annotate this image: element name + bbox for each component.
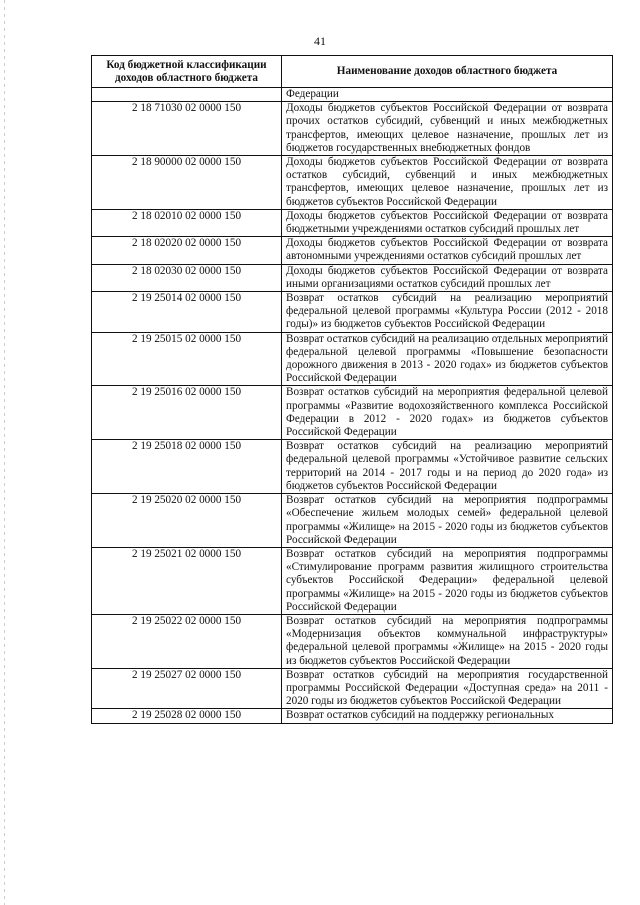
table-row xyxy=(92,668,613,709)
table-cell-code: 2 19 25015 02 0000 150 xyxy=(92,332,282,386)
continuation-row xyxy=(92,88,613,102)
page-number: 41 xyxy=(314,34,326,48)
table-cell-name: Возврат остатков субсидий на реализацию отдельных мероприятий федеральной целевой программы «Повышение безопасности дорожного движения в 2013 - 2020 годах» из бюджетов субъектов Российской Федерации xyxy=(282,332,613,386)
table-cell-code: 2 19 25022 02 0000 150 xyxy=(92,614,282,668)
table-row xyxy=(92,292,613,333)
table-row xyxy=(92,209,613,236)
table-cell-name: Доходы бюджетов субъектов Российской Федерации от возврата автономными учреждениями остатков субсидий прошлых лет xyxy=(282,237,613,264)
table-cell-code: 2 18 02030 02 0000 150 xyxy=(92,264,282,291)
table-cell-code: 2 19 25018 02 0000 150 xyxy=(92,440,282,494)
table-cell-name: Возврат остатков субсидий на мероприятия подпрограммы «Обеспечение жильем молодых семей» федеральной целевой программы «Жилище» на 2015 - 2020 годы из бюджетов субъектов Российской Федерации xyxy=(282,494,613,548)
table-cell-code: 2 19 25014 02 0000 150 xyxy=(92,292,282,333)
scan-edge-artifact xyxy=(4,0,5,905)
table-cell-name: Возврат остатков субсидий на мероприятия подпрограммы «Модернизация объектов коммунальной инфраструктуры» федеральной целевой программы «Жилище» на 2015 - 2020 годы из бюджетов субъектов Российской Федерации xyxy=(282,614,613,668)
table-cell-name: Возврат остатков субсидий на мероприятия государственной программы Российской Федерации «Доступная среда» на 2011 - 2020 годы из бюджетов субъектов Российской Федерации xyxy=(282,668,613,709)
header-code: Код бюджетной классификации доходов областного бюджета xyxy=(92,56,282,88)
table-row xyxy=(92,156,613,210)
table-row xyxy=(92,332,613,386)
table-cell-name: Возврат остатков субсидий на реализацию мероприятий федеральной целевой программы «Устойчивое развитие сельских территорий на 2014 - 2017 годы и на период до 2020 года» из бюджетов субъектов Российской Федерации xyxy=(282,440,613,494)
table-cell-name: Доходы бюджетов субъектов Российской Федерации от возврата иными организациями остатков субсидий прошлых лет xyxy=(282,264,613,291)
table-cell-code: 2 19 25027 02 0000 150 xyxy=(92,668,282,709)
table-cell-code: 2 19 25028 02 0000 150 xyxy=(92,709,282,723)
table-row xyxy=(92,547,613,614)
table-row xyxy=(92,494,613,548)
table-cell-name: Федерации xyxy=(282,88,613,102)
table-cell-code: 2 18 02020 02 0000 150 xyxy=(92,237,282,264)
table-row xyxy=(92,386,613,440)
table-row xyxy=(92,709,613,723)
table-cell-name: Доходы бюджетов субъектов Российской Федерации от возврата прочих остатков субсидий, субвенций и иных межбюджетных трансфертов, имеющих целевое назначение, прошлых лет из бюджетов государственных внебюджетных фондов xyxy=(282,102,613,156)
table-cell-code: 2 19 25020 02 0000 150 xyxy=(92,494,282,548)
table-row xyxy=(92,102,613,156)
table-cell-code xyxy=(92,88,282,102)
table-cell-name: Возврат остатков субсидий на поддержку региональных xyxy=(282,709,613,723)
table-cell-name: Возврат остатков субсидий на реализацию мероприятий федеральной целевой программы «Культура России (2012 - 2018 годы)» из бюджетов субъектов Российской Федерации xyxy=(282,292,613,333)
table-header-row xyxy=(92,56,613,88)
table-cell-code: 2 19 25021 02 0000 150 xyxy=(92,547,282,614)
table-cell-name: Доходы бюджетов субъектов Российской Федерации от возврата бюджетными учреждениями остатков субсидий прошлых лет xyxy=(282,209,613,236)
table-cell-name: Возврат остатков субсидий на мероприятия подпрограммы «Стимулирование программ развития жилищного строительства субъектов Российской Федерации» федеральной целевой программы «Жилище» на 2015 - 2020 годы из бюджетов субъектов Российской Федерации xyxy=(282,547,613,614)
header-name: Наименование доходов областного бюджета xyxy=(282,56,613,88)
table-cell-code: 2 18 71030 02 0000 150 xyxy=(92,102,282,156)
table-row xyxy=(92,237,613,264)
table-cell-name: Возврат остатков субсидий на мероприятия федеральной целевой программы «Развитие водохозяйственного комплекса Российской Федерации в 2012 - 2020 годах» из бюджетов субъектов Российской Федерации xyxy=(282,386,613,440)
table-row xyxy=(92,264,613,291)
table-cell-code: 2 18 02010 02 0000 150 xyxy=(92,209,282,236)
budget-classification-table xyxy=(91,55,613,724)
table-cell-code: 2 18 90000 02 0000 150 xyxy=(92,156,282,210)
table-cell-name: Доходы бюджетов субъектов Российской Федерации от возврата остатков субсидий, субвенций и иных межбюджетных трансфертов, имеющих целевое назначение, прошлых лет из бюджетов субъектов Российской Федерации xyxy=(282,156,613,210)
table-row xyxy=(92,440,613,494)
table-row xyxy=(92,614,613,668)
table-cell-code: 2 19 25016 02 0000 150 xyxy=(92,386,282,440)
